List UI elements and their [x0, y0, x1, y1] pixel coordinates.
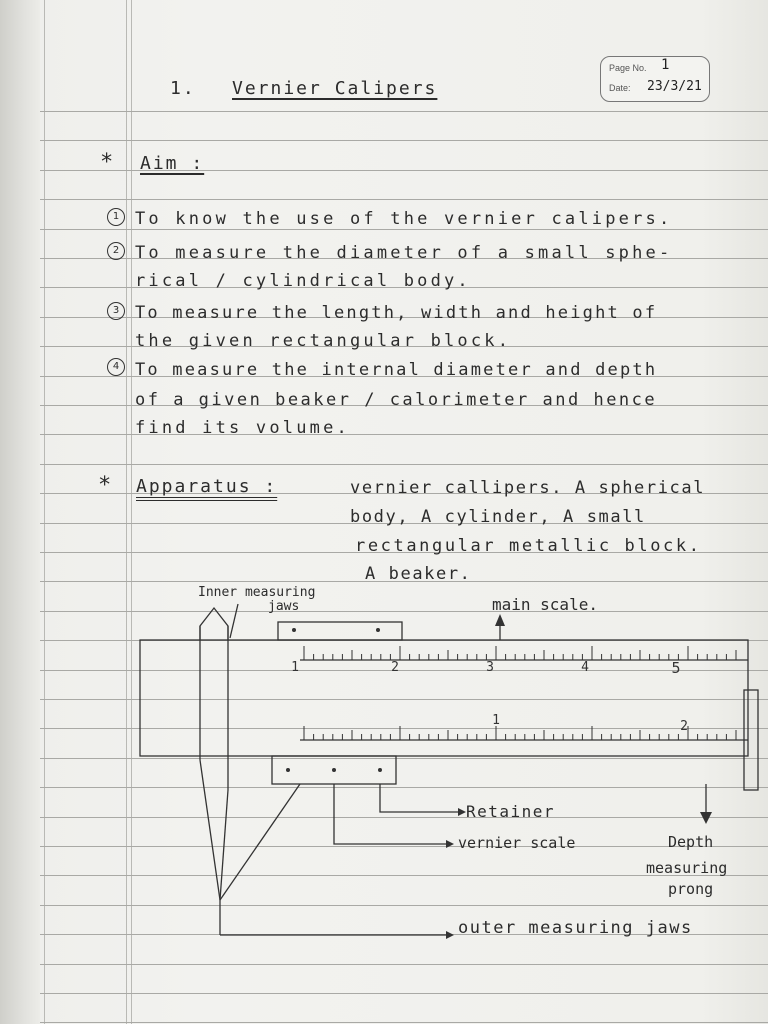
- aim-item-2-line-2: rical / cylindrical body.: [135, 271, 471, 291]
- top-retainer: [278, 622, 402, 640]
- aim-item-3-line-1: To measure the length, width and height of: [135, 303, 658, 323]
- page-no-value: 1: [661, 57, 670, 73]
- slider-screw-1: [286, 768, 290, 772]
- page-no-label: Page No.: [609, 63, 647, 73]
- apparatus-line-2: body, A cylinder, A small: [350, 507, 646, 527]
- outer-jaw-left: [200, 760, 220, 900]
- aim-heading: Aim :: [140, 153, 205, 174]
- apparatus-line-1: vernier callipers. A spherical: [350, 478, 706, 498]
- label-depth-3: prong: [668, 880, 714, 898]
- lower-scale-number-1: 1: [492, 713, 500, 728]
- label-inner-jaws-1: Inner measuring: [198, 585, 316, 600]
- apparatus-heading: Apparatus :: [136, 476, 278, 497]
- inner-jaw-tip: [200, 608, 228, 640]
- aim-item-3-line-2: the given rectangular block.: [135, 331, 512, 351]
- label-outer-jaws: outer measuring jaws: [458, 918, 693, 938]
- main-scale-number-4: 4: [581, 660, 589, 675]
- page-title: Vernier Calipers: [232, 78, 438, 99]
- aim-number-1: 1: [107, 208, 125, 226]
- aim-number-2: 2: [107, 242, 125, 260]
- aim-star: *: [100, 150, 116, 175]
- outer-jaw-right: [220, 790, 228, 900]
- main-beam-outline: [140, 640, 748, 756]
- main-scale-number-5: 5: [671, 659, 681, 677]
- vernier-arrow: [446, 840, 454, 848]
- aim-item-4-line-3: find its volume.: [135, 418, 350, 438]
- label-retainer: Retainer: [466, 802, 556, 821]
- label-depth-1: Depth: [668, 833, 714, 851]
- main-scale-arrow: [495, 614, 505, 626]
- retainer-leader: [380, 784, 458, 812]
- outer-jaw-moving: [220, 784, 300, 900]
- label-main-scale: main scale.: [492, 595, 598, 614]
- aim-number-3: 3: [107, 302, 125, 320]
- lower-scale-number-2: 2: [680, 719, 688, 734]
- depth-arrow: [700, 812, 712, 824]
- aim-item-2-line-1: To measure the diameter of a small sphe-: [135, 243, 673, 263]
- main-scale-number-3: 3: [486, 660, 494, 675]
- retainer-screw-2: [376, 628, 380, 632]
- slider-screw-3: [378, 768, 382, 772]
- inner-jaws-leader: [230, 604, 238, 638]
- vernier-leader: [334, 784, 450, 844]
- label-vernier-scale: vernier scale: [458, 834, 576, 852]
- slider-screw-2: [332, 768, 336, 772]
- retainer-screw-1: [292, 628, 296, 632]
- aim-item-4-line-1: To measure the internal diameter and depth: [135, 360, 658, 380]
- aim-item-1-line-1: To know the use of the vernier calipers.: [135, 209, 673, 229]
- experiment-number: 1.: [170, 78, 196, 99]
- retainer-arrow: [458, 808, 466, 816]
- aim-number-4: 4: [107, 358, 125, 376]
- apparatus-line-3: rectangular metallic block.: [355, 536, 702, 556]
- label-depth-2: measuring: [646, 859, 728, 877]
- outer-jaws-arrow: [446, 931, 454, 939]
- main-scale-number-2: 2: [391, 660, 399, 675]
- apparatus-line-4: A beaker.: [365, 564, 472, 584]
- date-value: 23/3/21: [647, 79, 702, 94]
- main-scale-ticks: [304, 646, 736, 660]
- date-label: Date:: [609, 83, 631, 93]
- label-inner-jaws-2: jaws: [268, 599, 300, 614]
- aim-item-4-line-2: of a given beaker / calorimeter and hence: [135, 390, 658, 410]
- lower-scale-ticks: [304, 726, 736, 740]
- main-scale-number-1: 1: [291, 660, 299, 675]
- apparatus-star: *: [98, 473, 114, 498]
